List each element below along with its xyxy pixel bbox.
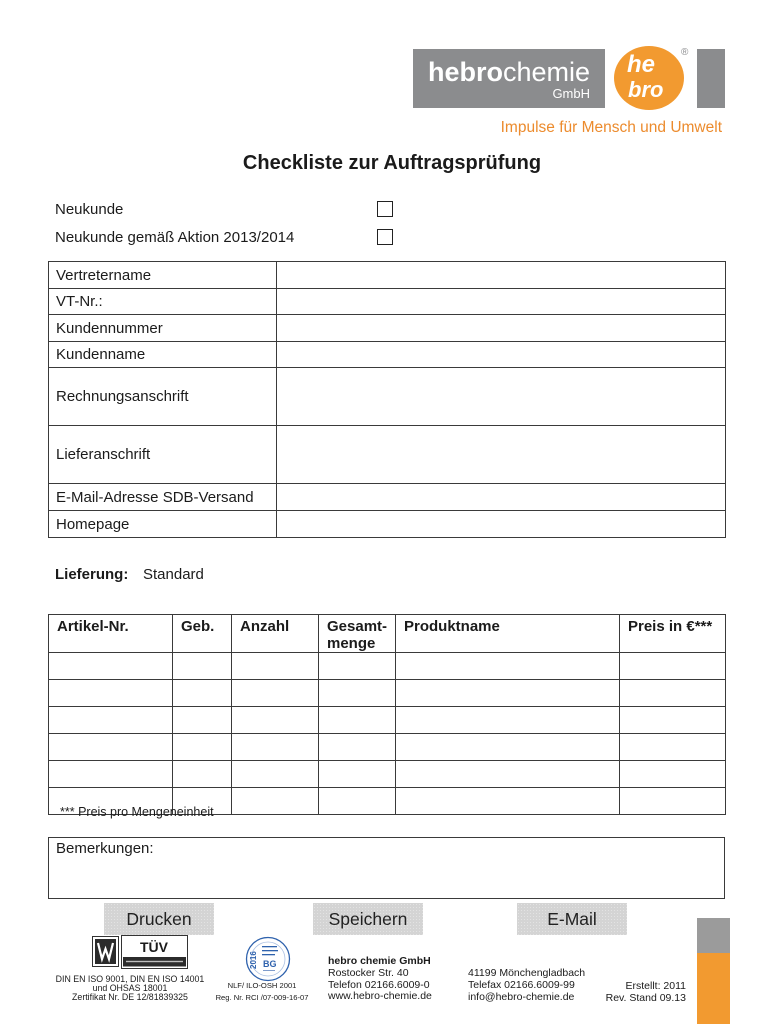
company-fax: Telefax 02166.6009-99	[468, 978, 575, 991]
field-label: Lieferanschrift	[49, 426, 277, 484]
article-cell	[319, 734, 396, 761]
revision-status: Rev. Stand 09.13	[605, 992, 686, 1004]
article-cell	[396, 707, 620, 734]
article-cell	[319, 761, 396, 788]
seal-mark: BG	[263, 959, 277, 969]
article-cell	[173, 734, 232, 761]
column-header-container: Geb.	[173, 615, 232, 653]
remarks-box	[48, 837, 725, 899]
article-cell	[49, 707, 173, 734]
osh-certification-text	[200, 980, 324, 1004]
article-cell	[232, 788, 319, 815]
company-name: hebro chemie GmbH	[328, 955, 431, 967]
article-cell	[232, 680, 319, 707]
article-cell	[620, 680, 726, 707]
badge-text-bottom: bro	[628, 77, 664, 102]
article-cell	[49, 680, 173, 707]
article-cell	[232, 761, 319, 788]
article-cell	[620, 653, 726, 680]
article-cell	[396, 653, 620, 680]
price-input[interactable]	[620, 708, 725, 732]
sds-email-input[interactable]	[277, 485, 725, 509]
total-amount-input[interactable]	[319, 735, 395, 759]
company-tagline: Impulse für Mensch und Umwelt	[500, 119, 722, 136]
total-amount-input[interactable]	[319, 654, 395, 678]
created-date: Erstellt: 2011	[625, 980, 686, 992]
product-name-input[interactable]	[396, 735, 619, 759]
product-name-input[interactable]	[396, 708, 619, 732]
company-city: 41199 Mönchengladbach	[468, 967, 586, 979]
company-address	[328, 956, 432, 1003]
article-cell	[620, 788, 726, 815]
osh-line: NLF/ ILO-OSH 2001	[227, 981, 297, 990]
price-input[interactable]	[620, 762, 725, 786]
remarks-input[interactable]	[49, 858, 724, 898]
article-number-input[interactable]	[49, 708, 172, 732]
tuv-certification-logo	[92, 935, 188, 969]
article-row	[49, 680, 726, 707]
article-row	[49, 707, 726, 734]
footer-gray-bar	[697, 918, 730, 953]
field-label: Kundennummer	[49, 315, 277, 342]
field-cell	[277, 484, 726, 511]
product-name-input[interactable]	[396, 789, 619, 813]
column-header-article-number: Artikel-Nr.	[49, 615, 173, 653]
container-input[interactable]	[173, 735, 231, 759]
article-cell	[620, 707, 726, 734]
company-website-link[interactable]: www.hebro-chemie.de	[328, 990, 432, 1003]
price-input[interactable]	[620, 681, 725, 705]
article-cell	[396, 734, 620, 761]
new-customer-label: Neukunde	[55, 201, 124, 218]
article-cell	[319, 788, 396, 815]
representative-number-input[interactable]	[277, 290, 725, 314]
certification-line: Zertifikat Nr. DE 12/81839325	[72, 992, 188, 1002]
container-input[interactable]	[173, 762, 231, 786]
field-label: Homepage	[49, 511, 277, 538]
column-header-total-amount: Gesamt- menge	[319, 615, 396, 653]
field-label: E-Mail-Adresse SDB-Versand	[49, 484, 277, 511]
delivery-address-input[interactable]	[277, 427, 725, 482]
articles-header-row	[49, 615, 726, 653]
field-cell	[277, 342, 726, 368]
field-cell	[277, 315, 726, 342]
representative-name-input[interactable]	[277, 263, 725, 287]
customer-row	[49, 426, 726, 484]
registered-mark: ®	[681, 47, 689, 58]
certification-text	[40, 975, 220, 1002]
total-amount-input[interactable]	[319, 789, 395, 813]
company-email-link[interactable]: info@hebro-chemie.de	[468, 990, 575, 1003]
customer-row	[49, 484, 726, 511]
article-cell	[319, 653, 396, 680]
article-row	[49, 653, 726, 680]
logo-word-light: chemie	[503, 57, 591, 87]
field-cell	[277, 289, 726, 315]
article-cell	[396, 788, 620, 815]
product-name-input[interactable]	[396, 681, 619, 705]
save-button[interactable]: Speichern	[313, 903, 423, 935]
articles-table	[48, 614, 726, 815]
price-input[interactable]	[620, 735, 725, 759]
container-input[interactable]	[173, 654, 231, 678]
product-name-input[interactable]	[396, 762, 619, 786]
article-cell	[620, 734, 726, 761]
customer-number-input[interactable]	[277, 316, 725, 340]
email-button[interactable]: E-Mail	[517, 903, 627, 935]
product-name-input[interactable]	[396, 654, 619, 678]
article-cell	[173, 653, 232, 680]
customer-row	[49, 368, 726, 426]
field-cell	[277, 426, 726, 484]
field-cell	[277, 262, 726, 289]
customer-row	[49, 262, 726, 289]
article-cell	[396, 680, 620, 707]
seal-year: 2016	[249, 951, 258, 969]
customer-row	[49, 511, 726, 538]
field-cell	[277, 511, 726, 538]
customer-row	[49, 342, 726, 368]
billing-address-input[interactable]	[277, 369, 725, 424]
quantity-input[interactable]	[232, 654, 318, 678]
hebro-badge-logo	[614, 46, 684, 110]
article-number-input[interactable]	[49, 654, 172, 678]
quantity-input[interactable]	[232, 708, 318, 732]
document-revision	[606, 980, 686, 1004]
header-gray-bar	[697, 49, 725, 108]
article-cell	[319, 680, 396, 707]
article-cell	[232, 653, 319, 680]
field-label: Rechnungsanschrift	[49, 368, 277, 426]
customer-row	[49, 315, 726, 342]
quantity-input[interactable]	[232, 735, 318, 759]
article-cell	[173, 761, 232, 788]
container-input[interactable]	[173, 708, 231, 732]
field-cell	[277, 368, 726, 426]
field-label: VT-Nr.:	[49, 289, 277, 315]
company-phone: Telefon 02166.6009-0	[328, 978, 430, 991]
price-input[interactable]	[620, 789, 725, 813]
logo-word-bold: hebro	[428, 57, 504, 87]
customer-row	[49, 289, 726, 315]
print-button[interactable]: Drucken	[104, 903, 214, 935]
article-cell	[319, 707, 396, 734]
homepage-input[interactable]	[277, 512, 725, 536]
column-header-price: Preis in €***	[620, 615, 726, 653]
company-logo-wordmark	[428, 59, 590, 86]
company-logo	[413, 49, 605, 108]
customer-data-table	[48, 261, 726, 538]
campaign-customer-checkbox[interactable]	[377, 229, 393, 245]
logo-suffix: GmbH	[552, 86, 590, 101]
article-cell	[396, 761, 620, 788]
company-contact	[468, 968, 585, 1003]
bg-seal-logo	[243, 936, 293, 982]
tuv-mark: TÜV	[140, 939, 168, 955]
article-number-input[interactable]	[49, 735, 172, 759]
price-footnote: *** Preis pro Mengeneinheit	[60, 805, 214, 819]
article-cell	[49, 653, 173, 680]
article-number-input[interactable]	[49, 762, 172, 786]
remarks-label: Bemerkungen:	[56, 840, 154, 857]
new-customer-checkbox[interactable]	[377, 201, 393, 217]
container-input[interactable]	[173, 681, 231, 705]
total-amount-input[interactable]	[319, 681, 395, 705]
osh-line: Reg. Nr. RCI /07-009-16-07	[215, 993, 309, 1002]
article-cell	[620, 761, 726, 788]
total-amount-input[interactable]	[319, 762, 395, 786]
articles-body	[49, 653, 726, 815]
article-cell	[232, 734, 319, 761]
delivery-select[interactable]: Standard	[143, 566, 204, 583]
page-title: Checkliste zur Auftragsprüfung	[242, 152, 542, 174]
delivery-label: Lieferung:	[55, 566, 129, 583]
quantity-input[interactable]	[232, 789, 318, 813]
article-cell	[49, 761, 173, 788]
article-cell	[173, 680, 232, 707]
article-row	[49, 761, 726, 788]
quantity-input[interactable]	[232, 762, 318, 786]
field-label: Kundenname	[49, 342, 277, 368]
company-street: Rostocker Str. 40	[328, 966, 409, 979]
badge-text-top: he	[627, 51, 656, 78]
certification-line: und OHSAS 18001	[92, 983, 168, 993]
quantity-input[interactable]	[232, 681, 318, 705]
article-cell	[49, 734, 173, 761]
column-header-product-name: Produktname	[396, 615, 620, 653]
certification-line: DIN EN ISO 9001, DIN EN ISO 14001	[55, 974, 205, 984]
customer-name-input[interactable]	[277, 343, 725, 367]
total-amount-input[interactable]	[319, 708, 395, 732]
campaign-customer-label: Neukunde gemäß Aktion 2013/2014	[55, 229, 295, 246]
article-cell	[232, 707, 319, 734]
field-label: Vertretername	[49, 262, 277, 289]
footer-orange-bar	[697, 953, 730, 1024]
article-row	[49, 734, 726, 761]
article-cell	[173, 707, 232, 734]
article-number-input[interactable]	[49, 681, 172, 705]
column-header-quantity: Anzahl	[232, 615, 319, 653]
price-input[interactable]	[620, 654, 725, 678]
